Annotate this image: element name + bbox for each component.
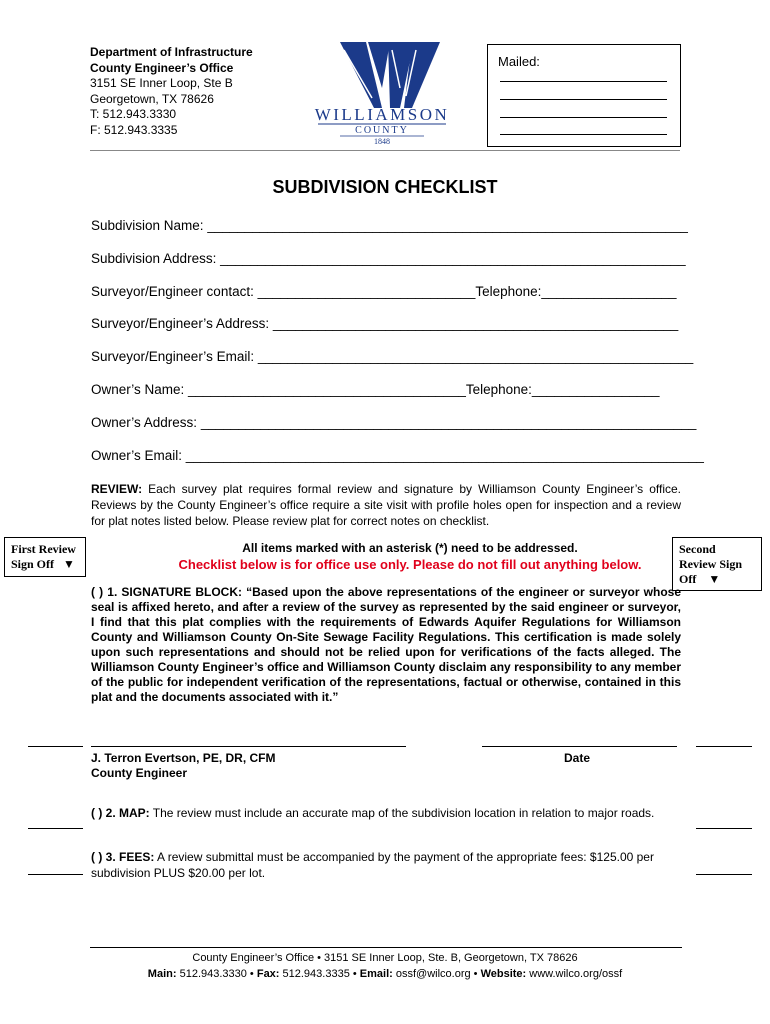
telephone: T: 512.943.3330	[90, 107, 177, 121]
field-label: Subdivision Address:	[91, 251, 217, 266]
mailed-line-4[interactable]	[500, 134, 667, 135]
engineer-signature-line[interactable]	[91, 746, 406, 747]
signer-block	[91, 751, 275, 781]
date-line[interactable]	[482, 746, 677, 747]
footer-email[interactable]: ossf@wilco.org •	[392, 968, 481, 980]
second-review-label-2: Review Sign	[679, 557, 742, 571]
item-lead: ( ) 1. SIGNATURE BLOCK:	[91, 585, 243, 599]
fees-item	[91, 849, 681, 881]
first-review-label: First Review	[11, 542, 76, 556]
map-item	[91, 805, 681, 821]
down-arrow-icon: ▼	[63, 557, 75, 571]
first-review-signoff-line[interactable]	[28, 828, 83, 829]
item-lead: ( ) 2. MAP:	[91, 806, 150, 820]
review-paragraph	[91, 481, 681, 529]
footer	[0, 950, 770, 982]
footer-contacts	[0, 966, 770, 982]
field-label: Owner’s Name:	[91, 382, 185, 397]
second-review-label-3: Off	[679, 572, 697, 586]
address-line-1: 3151 SE Inner Loop, Ste B	[90, 76, 233, 90]
surveyor-address-field[interactable]: Surveyor/Engineer’s Address: ______________________________________________________	[91, 316, 679, 331]
first-review-label-2: Sign Off	[11, 557, 55, 571]
item-lead: ( ) 3. FEES:	[91, 850, 155, 864]
footer-main: 512.943.3330 •	[176, 968, 257, 980]
review-lead: REVIEW:	[91, 482, 143, 496]
second-review-signoff-line[interactable]	[696, 828, 752, 829]
signer-title: County Engineer	[91, 766, 188, 780]
footer-email-label: Email:	[359, 968, 393, 980]
owner-address-field[interactable]: Owner’s Address: __________________________________________________________________	[91, 415, 697, 430]
field-label: Owner’s Email:	[91, 448, 183, 463]
footer-fax: 512.943.3335 •	[279, 968, 360, 980]
signature-block-item	[91, 585, 681, 705]
down-arrow-icon: ▼	[708, 572, 721, 586]
mailed-line-1[interactable]	[500, 81, 667, 82]
subdivision-address-field[interactable]: Subdivision Address: ______________________________________________________________	[91, 251, 686, 266]
owner-name-field[interactable]: Owner’s Name: _____________________________________Telephone:_________________	[91, 382, 660, 397]
owner-email-field[interactable]: Owner’s Email: _____________________________________________________________________	[91, 448, 704, 463]
field-label: Surveyor/Engineer’s Address:	[91, 316, 270, 331]
footer-fax-label: Fax:	[256, 968, 280, 980]
mailed-label: Mailed:	[498, 54, 540, 69]
item-text: “Based upon the above representations of the engineer or surveyor whose seal is affixed hereto, and after a review of the survey as represented by the said engineer or surveyor, I find that this plat complies with the requirements of Edwards Aquifer Regulations for Williamson County and Williamson County On-Site Sewage Facility Regulations. This certification is made solely upon such representations and should not be relied upon for verifications of the facts alleged. The Williamson County Engineer’s office and Williamson County disclaim any responsibility to any member of the public for independent verification of the representations, factual or otherwise, contained in this plat and the documents associated with it.”	[91, 585, 681, 704]
logo-county: COUNTY	[355, 125, 409, 136]
office-name: County Engineer’s Office	[90, 60, 234, 75]
header-divider	[90, 150, 680, 151]
mailed-line-2[interactable]	[500, 99, 667, 100]
logo-year: 1848	[374, 137, 390, 146]
logo-name: WILLIAMSON	[314, 105, 450, 124]
field-label: Owner’s Address:	[91, 415, 198, 430]
footer-divider	[90, 947, 682, 948]
second-review-label: Second	[679, 542, 716, 556]
date-label: Date	[564, 751, 591, 765]
review-text: Each survey plat requires formal review and signature by Williamson County Engineer’s office. Reviews by the County Engineer’s office require a site visit with profile holes open for inspection and a review for plat notes listed below. Please review plat for correct notes on checklist.	[91, 482, 681, 528]
office-use-notice	[150, 541, 670, 572]
footer-address: County Engineer’s Office • 3151 SE Inner Loop, Ste. B, Georgetown, TX 78626	[192, 952, 578, 964]
field-label: Telephone:	[465, 382, 532, 397]
second-review-signoff-box	[672, 537, 762, 591]
second-review-signoff-line[interactable]	[696, 874, 752, 875]
footer-main-label: Main:	[147, 968, 177, 980]
w-logo-mark	[340, 42, 440, 108]
first-review-signoff-line[interactable]	[28, 874, 83, 875]
mailed-line-3[interactable]	[500, 117, 667, 118]
field-label: Surveyor/Engineer contact:	[91, 284, 254, 299]
williamson-county-logo	[300, 38, 465, 146]
signer-name: J. Terron Evertson, PE, DR, CFM	[91, 751, 276, 765]
surveyor-contact-field[interactable]: Surveyor/Engineer contact: _____________________________Telephone:__________________	[91, 284, 677, 299]
field-label: Subdivision Name:	[91, 218, 204, 233]
office-address-block	[90, 45, 253, 138]
page-title: SUBDIVISION CHECKLIST	[272, 177, 498, 197]
footer-website[interactable]: www.wilco.org/ossf	[526, 968, 623, 980]
surveyor-email-field[interactable]: Surveyor/Engineer’s Email: __________________________________________________________	[91, 349, 694, 364]
asterisk-notice: All items marked with an asterisk (*) need to be addressed.	[242, 541, 578, 555]
fax: F: 512.943.3335	[90, 122, 178, 137]
mailed-box	[487, 44, 681, 147]
field-label: Telephone:	[475, 284, 542, 299]
first-review-signoff-box	[4, 537, 86, 577]
second-review-signoff-line[interactable]	[696, 746, 752, 747]
footer-web-label: Website:	[480, 968, 527, 980]
item-text: A review submittal must be accompanied by the payment of the appropriate fees: $125.00 per subdivision PLUS $20.00 per lot.	[91, 850, 654, 880]
office-use-warning: Checklist below is for office use only. Please do not fill out anything below.	[178, 557, 642, 572]
address-line-2: Georgetown, TX 78626	[90, 91, 214, 106]
item-text: The review must include an accurate map of the subdivision location in relation to major roads.	[149, 806, 655, 820]
field-label: Surveyor/Engineer’s Email:	[91, 349, 255, 364]
first-review-signoff-line[interactable]	[28, 746, 83, 747]
department-name: Department of Infrastructure	[90, 45, 253, 59]
subdivision-name-field[interactable]: Subdivision Name: ________________________________________________________________	[91, 218, 688, 233]
